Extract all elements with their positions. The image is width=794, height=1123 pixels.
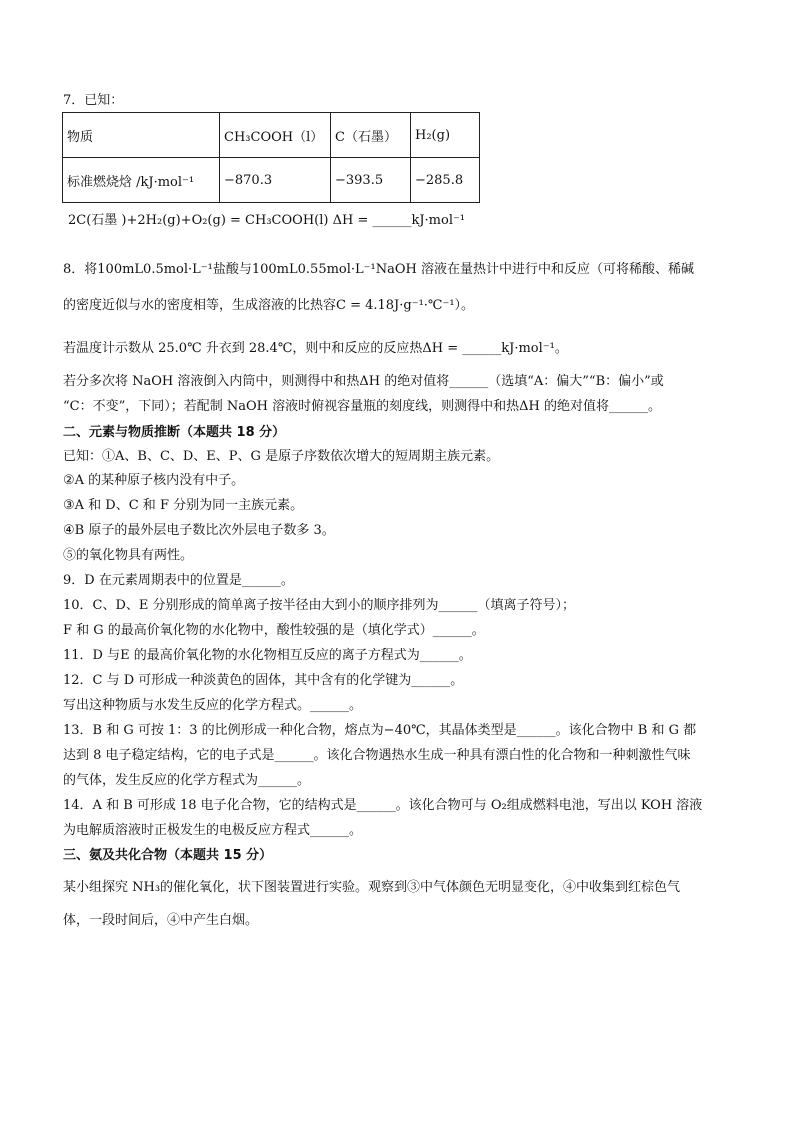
table-cell: 标准燃烧焓 /kJ·mol⁻¹ xyxy=(63,158,220,203)
section-2-line: ⑤的氧化物具有两性。 xyxy=(63,548,194,563)
section-2-line: 13．B 和 G 可按 1：3 的比例形成一种化合物，熔点为−40℃，其晶体类型是______。该化合物中 B 和 G 都 xyxy=(63,723,697,738)
section-2-line: 10．C、D、E 分别形成的简单离子按半径由大到小的顺序排列为______（填离子符号）； xyxy=(63,598,576,613)
table-header-row xyxy=(63,113,480,158)
table-cell: −393.5 xyxy=(331,158,411,203)
q8-line-5: “C：不变”，下同）；若配制 NaOH 溶液时俯视容量瓶的刻度线，则测得中和热ΔH 的绝对值将______。 xyxy=(63,399,661,414)
section-2-line: 达到 8 电子稳定结构，它的电子式是______。该化合物遇热水生成一种具有漂白性的化合物和一种刺激性气味 xyxy=(63,748,691,763)
section-2-line: ②A 的某种原子核内没有中子。 xyxy=(63,473,245,488)
section-3-line-2: 体，一段时间后，④中产生白烟。 xyxy=(63,913,259,928)
table-cell: CH₃COOH（l） xyxy=(220,113,331,158)
table-cell: C（石墨） xyxy=(331,113,411,158)
section-2-line: F 和 G 的最高价氧化物的水化物中，酸性较强的是（填化学式）______。 xyxy=(63,623,485,638)
section-2-line: 14．A 和 B 可形成 18 电子化合物，它的结构式是______。该化合物可与 O₂组成燃料电池，写出以 KOH 溶液 xyxy=(63,798,703,813)
q7-equation: 2C(石墨 )+2H₂(g)+O₂(g) = CH₃COOH(l) ΔH = ______kJ·mol⁻¹ xyxy=(68,213,466,228)
table-cell: −285.8 xyxy=(411,158,480,203)
section-2-line: 11．D 与E 的最高价氧化物的水化物相互反应的离子方程式为______。 xyxy=(63,648,472,663)
section-2-line: 的气体，发生反应的化学方程式为______。 xyxy=(63,773,311,788)
section-2-line: ③A 和 D、C 和 F 分别为同一主族元素。 xyxy=(63,498,304,513)
table-cell: −870.3 xyxy=(220,158,331,203)
table-cell: H₂(g) xyxy=(411,113,480,158)
q8-line-3: 若温度计示数从 25.0℃ 升衣到 28.4℃，则中和反应的反应热ΔH = ______kJ·mol⁻¹。 xyxy=(63,341,568,356)
q8-line-2: 的密度近似与水的密度相等，生成溶液的比热容C = 4.18J·g⁻¹·℃⁻¹）。 xyxy=(63,298,475,313)
section-2-heading: 二、元素与物质推断（本题共 18 分） xyxy=(63,425,286,440)
section-2-line: 为电解质溶液时正极发生的电极反应方程式______。 xyxy=(63,823,363,838)
q7-title: 7．已知： xyxy=(63,93,124,108)
q8-line-4: 若分多次将 NaOH 溶液倒入内筒中，则测得中和热ΔH 的绝对值将______（选填“A：偏大”“B：偏小”或 xyxy=(63,374,664,389)
section-2-line: 12．C 与 D 可形成一种淡黄色的固体，其中含有的化学键为______。 xyxy=(63,673,464,688)
section-2-line: ④B 原子的最外层电子数比次外层电子数多 3。 xyxy=(63,523,335,538)
enthalpy-table xyxy=(62,112,480,203)
table-cell: 物质 xyxy=(63,113,220,158)
q8-line-1: 8．将100mL0.5mol·L⁻¹盐酸与100mL0.55mol·L⁻¹NaOH 溶液在量热计中进行中和反应（可将稀酸、稀碱 xyxy=(63,262,694,277)
section-2-line: 9．D 在元素周期表中的位置是______。 xyxy=(63,573,294,588)
table-row xyxy=(63,158,480,203)
section-2-line: 写出这种物质与水发生反应的化学方程式。______。 xyxy=(63,698,363,713)
section-3-heading: 三、氨及共化合物（本题共 15 分） xyxy=(63,848,273,863)
section-3-line-1: 某小组探究 NH₃的催化氧化，状下图装置进行实验。观察到③中气体颜色无明显变化，④中收集到红棕色气 xyxy=(63,880,681,895)
section-2-line: 已知：①A、B、C、D、E、P、G 是原子序数依次增大的短周期主族元素。 xyxy=(63,449,500,464)
